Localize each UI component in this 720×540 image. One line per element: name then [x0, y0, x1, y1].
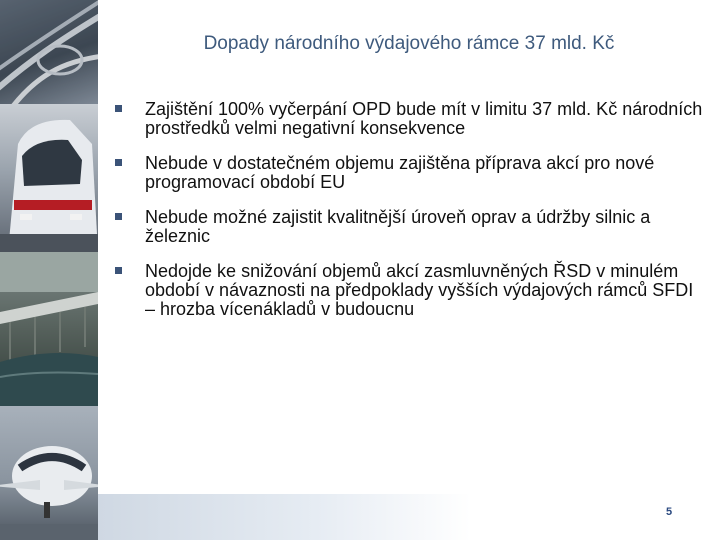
square-bullet-icon — [115, 159, 122, 166]
square-bullet-icon — [115, 213, 122, 220]
square-bullet-icon — [115, 105, 122, 112]
bottom-gradient-band — [98, 494, 720, 540]
bullet-text: Nedojde ke snižování objemů akcí zasmluvněných ŘSD v minulém období v návaznosti na předpoklady vyšších výdajových rámců SFDI – hrozba vícenákladů v budoucnu — [145, 261, 694, 319]
bullet-text: Zajištění 100% vyčerpání OPD bude mít v limitu 37 mld. Kč národních prostředků velmi negativní konsekvence — [145, 99, 703, 138]
photo-strip — [0, 0, 98, 540]
page-number: 5 — [666, 506, 673, 518]
bullet-item — [113, 208, 703, 246]
bridge-river-photo — [0, 252, 98, 406]
bullet-text: Nebude v dostatečném objemu zajištěna příprava akcí pro nové programovací období EU — [145, 153, 655, 192]
bullet-item — [113, 100, 703, 138]
bullet-item — [113, 154, 703, 192]
train-photo — [0, 104, 98, 252]
bullet-list — [113, 100, 703, 335]
bullet-item — [113, 262, 703, 319]
highway-interchange-photo — [0, 0, 98, 104]
square-bullet-icon — [115, 267, 122, 274]
slide-title: Dopady národního výdajového rámce 37 mld. Kč — [203, 33, 615, 54]
airplane-photo — [0, 406, 98, 540]
bullet-text: Nebude možné zajistit kvalitnější úroveň oprav a údržby silnic a železnic — [145, 207, 651, 246]
